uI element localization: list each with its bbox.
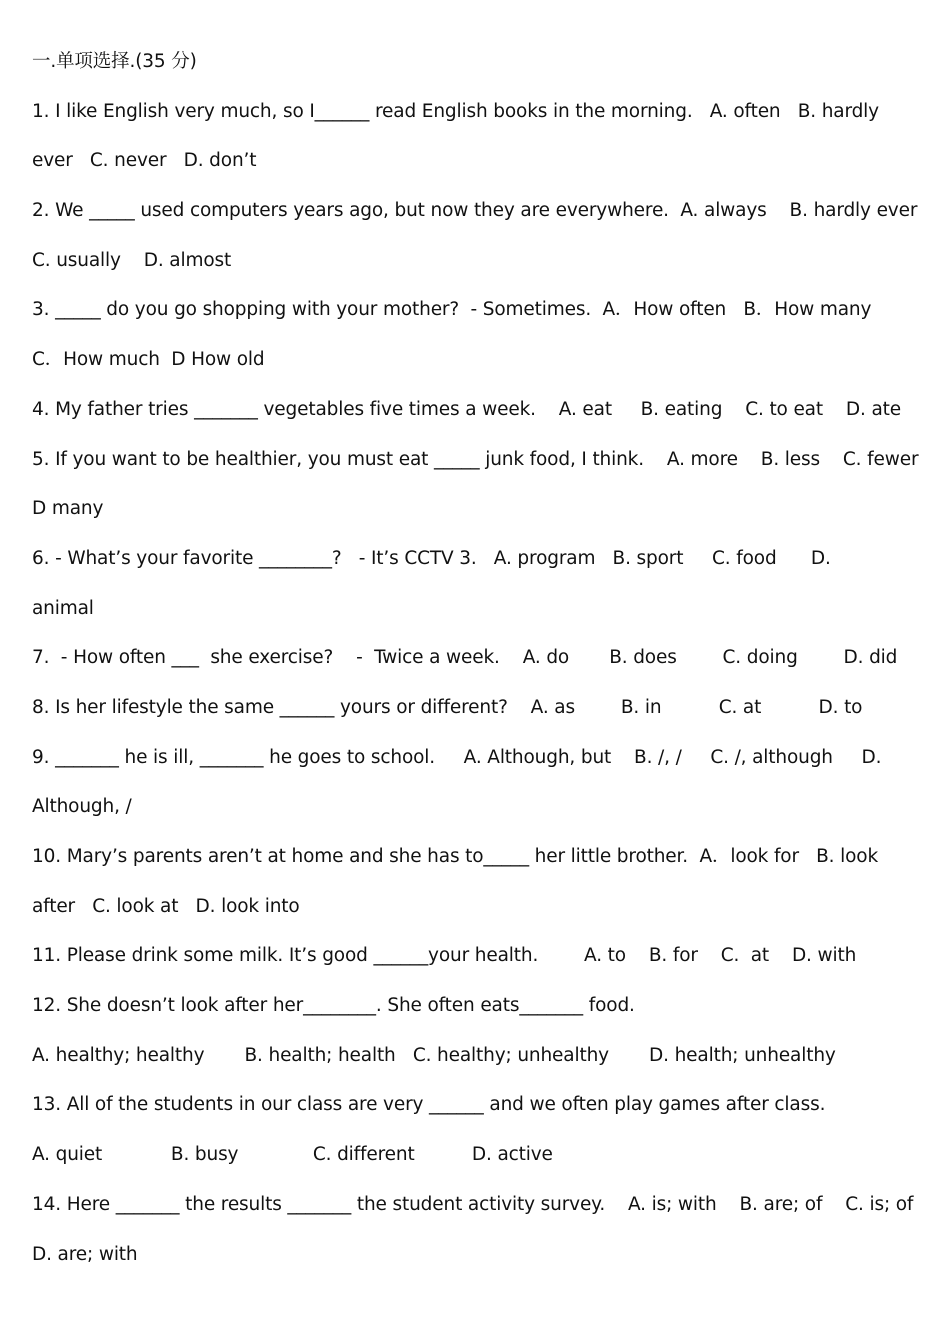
question-6-line-2: animal (32, 597, 94, 619)
question-9-line-1: 9. _______ he is ill, _______ he goes to school. A. Although, but B. /, / C. /, although D. (32, 746, 882, 768)
question-3-line-1: 3. _____ do you go shopping with your mother? - Sometimes. A．How often B．How many (32, 299, 872, 321)
question-7-line-1: 7. - How often ___ she exercise? - Twice a week. A. do B. does C. doing D. did (32, 647, 898, 669)
question-3-line-2: C．How much D How old (32, 349, 265, 371)
question-13-line-1: 13. All of the students in our class are very ______ and we often play games after class. (32, 1094, 826, 1116)
question-10-line-2: after C. look at D. look into (32, 895, 300, 917)
question-8-line-1: 8. Is her lifestyle the same ______ yours or different? A. as B. in C. at D. to (32, 696, 863, 718)
question-11-line-1: 11. Please drink some milk. It’s good ______your health. A. to B. for C. at D. with (32, 945, 857, 967)
question-2-line-1: 2. We _____ used computers years ago, but now they are everywhere. A. always B. hardly ever (32, 200, 918, 222)
section-heading: 一.单项选择.(35 分) (32, 51, 197, 72)
question-13-line-2: A. quiet B. busy C. different D. active (32, 1144, 553, 1166)
question-5-line-1: 5. If you want to be healthier, you must eat _____ junk food, I think. A. more B. less C. fewer (32, 448, 919, 470)
question-5-line-2: D many (32, 498, 104, 520)
question-1-line-1: 1. I like English very much, so I______ read English books in the morning. A. often B. hardly (32, 100, 879, 122)
question-14-line-1: 14. Here _______ the results _______ the student activity survey. A. is; with B. are; of C. is; of (32, 1193, 914, 1215)
question-10-line-1: 10. Mary’s parents aren’t at home and she has to_____ her little brother. A．look for B. look (32, 846, 879, 867)
document-page (32, 37, 922, 1279)
question-1-line-2: ever C. never D. don’t (32, 150, 257, 172)
question-12-line-2: A. healthy; healthy B. health; health C. healthy; unhealthy D. health; unhealthy (32, 1044, 836, 1066)
question-9-line-2: Although, / (32, 796, 132, 818)
question-14-line-2: D. are; with (32, 1243, 138, 1265)
question-4-line-1: 4. My father tries _______ vegetables five times a week. A. eat B. eating C. to eat D. ate (32, 398, 901, 420)
question-2-line-2: C. usually D. almost (32, 249, 232, 271)
question-12-line-1: 12. She doesn’t look after her________. She often eats_______ food. (32, 995, 635, 1017)
question-6-line-1: 6. - What’s your favorite ________? - It’s CCTV 3. A. program B. sport C. food D. (32, 547, 831, 569)
